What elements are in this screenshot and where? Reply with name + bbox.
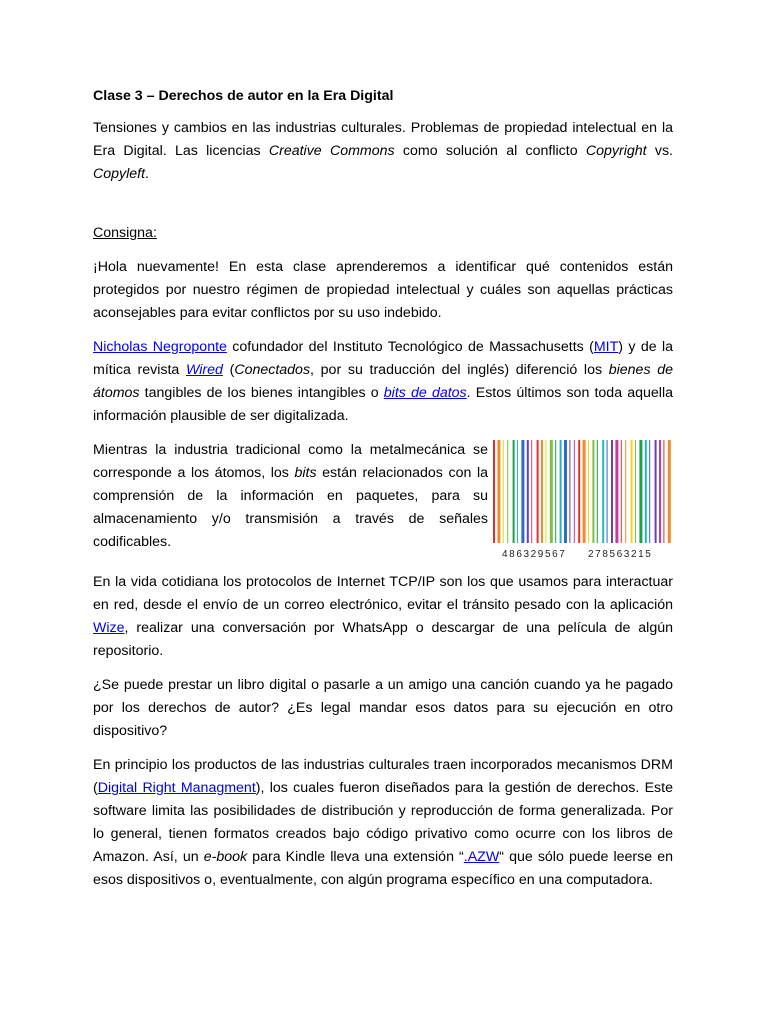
barcode-bar [574, 440, 575, 543]
intro-text: . [145, 166, 149, 182]
barcode-bar [615, 440, 618, 543]
barcode-bar [550, 440, 553, 543]
text: ) y de la mítica revista [93, 339, 674, 378]
text: tangibles de los bienes intangibles o [139, 385, 384, 401]
text: ), los cuales fueron diseñados para la gestión de derechos. Este software limita las posibilidades de distribución y reproducción de forma generalizada. Por lo general, tienen formatos creados bajo código privativo como ocurre con los libros de Amazon. Así, un [93, 780, 673, 865]
barcode-bar [621, 440, 622, 543]
barcode-bar [569, 440, 570, 543]
text: , realizar una conversación por WhatsApp o descargar de una película de algún repositorio. [93, 620, 673, 659]
paragraph-protocolos [93, 571, 673, 663]
barcode-bar [663, 440, 664, 543]
text: están relacionados con la comprensión de la información en paquetes, para su almacenamiento y/o transmisión a través de señales codificables. [93, 465, 488, 550]
text: En la vida cotidiana los protocolos de Internet TCP/IP son los que usamos para interactuar en red, desde el envío de un correo electrónico, evitar el tránsito pesado con la aplicación [93, 574, 673, 613]
barcode-bar [555, 440, 556, 543]
intro-paragraph [93, 117, 673, 186]
text: En principio los productos de las industrias culturales traen incorporados mecanismos DRM ( [93, 757, 673, 796]
barcode-bar [649, 440, 650, 543]
paragraph-negroponte [93, 336, 673, 428]
link-bits-text: bits de datos [383, 385, 467, 401]
link-bits-de-datos[interactable] [384, 385, 467, 401]
barcode-bar [592, 440, 594, 543]
barcode-bar [583, 440, 586, 543]
barcode-bar [639, 440, 642, 543]
bits-section [93, 439, 673, 560]
barcode-bar [611, 440, 613, 543]
text: ( [222, 362, 235, 378]
link-wize[interactable]: Wize [93, 620, 125, 636]
intro-text: Tensiones y cambios en las industrias culturales. Problemas de propiedad intelectual en la Era Digital. Las licencias [93, 120, 673, 159]
barcode-bar [503, 440, 504, 543]
barcode-bar [668, 440, 671, 543]
barcode-bar [635, 440, 636, 543]
italic-bienes-de-atomos: bienes de átomos [93, 362, 673, 401]
barcode-bar [659, 440, 661, 543]
barcode-digits-left: 486329567 [502, 549, 567, 560]
consigna-heading: Consigna: [93, 225, 157, 241]
barcode-bar [513, 440, 515, 543]
barcode-bar [645, 440, 647, 543]
paragraph-hola: ¡Hola nuevamente! En esta clase aprenderemos a identificar qué contenidos están protegidos por nuestro régimen de propiedad intelectual y cuáles son aquellas prácticas aconsejables para evitar conflictos por su uso indebido. [93, 259, 673, 321]
link-wired-text: Wired [185, 362, 223, 378]
text: para Kindle lleva una extensión “ [247, 849, 464, 865]
italic-bits: bits [294, 465, 317, 481]
text: Mientras la industria tradicional como la metalmecánica se corresponde a los átomos, los [93, 442, 488, 481]
barcode-bar [607, 440, 608, 543]
barcode-bar [602, 440, 604, 543]
barcode-bar [493, 440, 495, 543]
link-wired[interactable] [186, 362, 223, 378]
barcode-bar [597, 440, 598, 543]
italic-ebook: e-book [203, 849, 248, 865]
document-body [93, 86, 673, 903]
barcode-bar [497, 440, 500, 543]
link-mit[interactable]: MIT [593, 339, 619, 355]
barcode-bar [541, 440, 543, 543]
italic-conectados: Conectados [234, 362, 311, 378]
paragraph-drm [93, 754, 673, 892]
intro-copyright: Copyright [585, 143, 647, 159]
barcode-bar [537, 440, 539, 543]
intro-creative-commons: Creative Commons [268, 143, 395, 159]
barcode-bar [507, 440, 508, 543]
intro-copyleft: Copyleft [93, 166, 146, 182]
paragraph-bits [93, 439, 488, 560]
paragraph-preguntas: ¿Se puede prestar un libro digital o pasarle a un amigo una canción cuando ya he pagado por los derechos de autor? ¿Es legal mandar esos datos para su ejecución en otro dispositivo? [93, 677, 673, 739]
barcode-bar [564, 440, 567, 543]
barcode-bar [588, 440, 589, 543]
rainbow-barcode-image [491, 440, 673, 560]
barcode-bar [517, 440, 518, 543]
barcode-digits-right: 278563215 [588, 549, 653, 560]
page-title: Clase 3 – Derechos de autor en la Era Digital [93, 88, 394, 104]
text: , por su traducción del inglés) diferenció los [310, 362, 609, 378]
link-drm[interactable]: Digital Right Managment [97, 780, 256, 796]
barcode-bar [545, 440, 546, 543]
intro-text: como solución al conflicto [394, 143, 586, 159]
intro-text: vs. [646, 143, 674, 159]
barcode-bar [655, 440, 657, 543]
text: cofundador del Instituto Tecnológico de Massachusetts ( [226, 339, 594, 355]
text: . Estos últimos son toda aquella información plausible de ser digitalizada. [93, 385, 673, 424]
barcode-bar [560, 440, 562, 543]
link-negroponte[interactable]: Nicholas Negroponte [93, 339, 227, 355]
barcode-bar [527, 440, 529, 543]
text: “ que sólo puede leerse en esos dispositivos o, eventualmente, con algún programa específico en una computadora. [93, 849, 673, 888]
barcode-bar [625, 440, 626, 543]
barcode-bar [578, 440, 580, 543]
link-azw[interactable]: .AZW [463, 849, 500, 865]
barcode-bar [521, 440, 524, 543]
barcode-bar [531, 440, 532, 543]
barcode-bar [631, 440, 633, 543]
